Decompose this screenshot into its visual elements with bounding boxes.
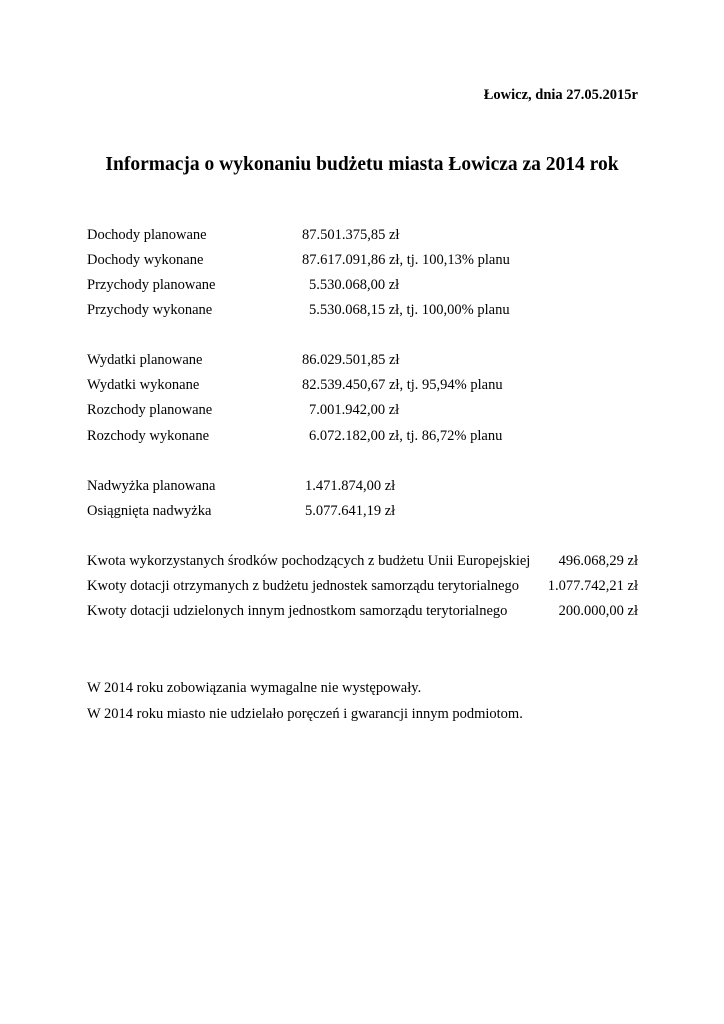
income-label: Przychody planowane (87, 277, 216, 293)
amount-value: 496.068,29 zł (558, 553, 638, 569)
income-value: 87.501.375,85 zł (302, 227, 400, 243)
expense-label: Rozchody wykonane (87, 428, 210, 444)
income-label: Dochody planowane (87, 227, 207, 243)
place-date: Łowicz, dnia 27.05.2015r (483, 87, 638, 103)
expense-value: 82.539.450,67 zł, tj. 95,94% planu (302, 377, 503, 393)
amount-row (87, 551, 638, 571)
income-value: 5.530.068,15 zł, tj. 100,00% planu (309, 302, 510, 318)
amount-row (87, 601, 638, 621)
note-paragraph: W 2014 roku miasto nie udzielało poręczeń i gwarancji innym podmiotom. (87, 706, 523, 722)
income-label: Dochody wykonane (87, 252, 204, 268)
expense-label: Wydatki wykonane (87, 377, 200, 393)
note-paragraph: W 2014 roku zobowiązania wymagalne nie występowały. (87, 680, 422, 696)
surplus-label: Nadwyżka planowana (87, 478, 216, 494)
expense-label: Wydatki planowane (87, 352, 203, 368)
income-label: Przychody wykonane (87, 302, 213, 318)
amount-row (87, 576, 638, 596)
amount-label: Kwoty dotacji udzielonych innym jednostkom samorządu terytorialnego (87, 603, 508, 619)
expense-value: 6.072.182,00 zł, tj. 86,72% planu (309, 428, 503, 444)
expense-value: 7.001.942,00 zł (309, 402, 400, 418)
surplus-value: 1.471.874,00 zł (305, 478, 396, 494)
amount-value: 200.000,00 zł (558, 603, 638, 619)
income-value: 5.530.068,00 zł (309, 277, 400, 293)
surplus-value: 5.077.641,19 zł (305, 503, 396, 519)
income-value: 87.617.091,86 zł, tj. 100,13% planu (302, 252, 510, 268)
amount-label: Kwoty dotacji otrzymanych z budżetu jednostek samorządu terytorialnego (87, 578, 520, 594)
amount-label: Kwota wykorzystanych środków pochodzących z budżetu Unii Europejskiej (87, 553, 531, 569)
amount-value: 1.077.742,21 zł (547, 578, 638, 594)
expense-label: Rozchody planowane (87, 402, 213, 418)
surplus-label: Osiągnięta nadwyżka (87, 503, 212, 519)
expense-value: 86.029.501,85 zł (302, 352, 400, 368)
document-title: Informacja o wykonaniu budżetu miasta Łowicza za 2014 rok (105, 154, 619, 175)
